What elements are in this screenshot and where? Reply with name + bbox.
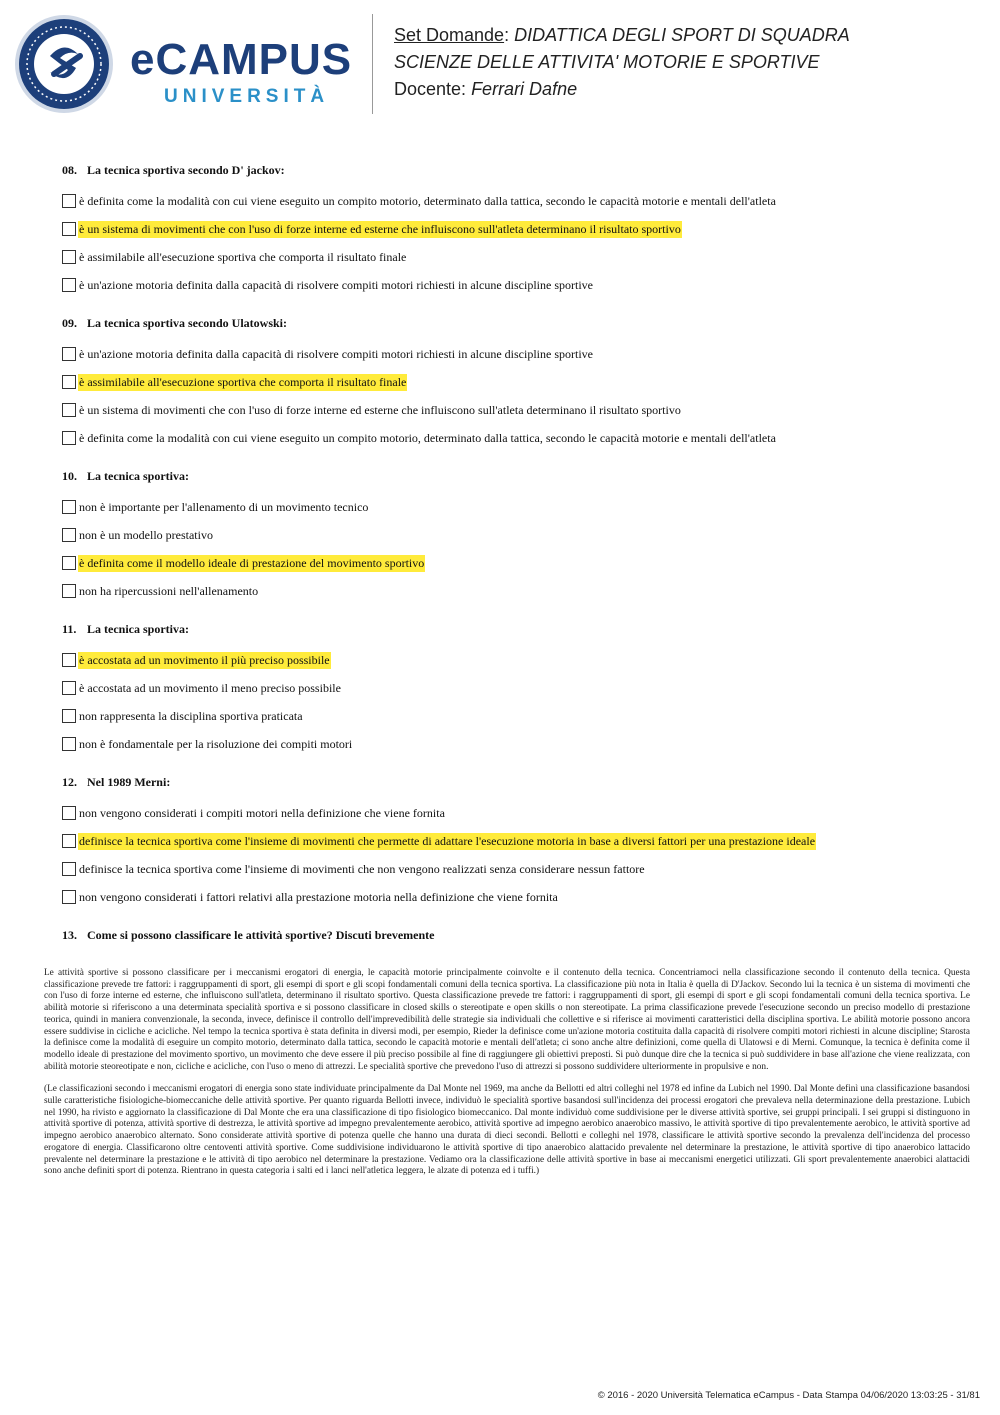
answer-paragraph: (Le classificazioni secondo i meccanismi erogatori di energia sono state individuate principalmente da Dal Monte nel 1969, ma anche da Bellotti ed altri colleghi nel 1978 ed infine da Lubich nel 1990. Dal Monte definì una classificazione basandosi sulle caratteristiche fisiologiche-biomeccaniche delle attività sportive. Per quanto riguarda Bellotti invece, individuò le specialità sportive basandosi sull'incidenza dei processi erogatori che prevaleva nella determinazione della prestazione. Lubich nel 1990, ha rivisto e aggiornato la classificazione di Dal Monte che era una classificazione di tipo fisiologico biomeccanico. Dal monte individuò come suddivisione per le diverse attività sportive, sei gruppi principali. I sei gruppi si distinguono in attività sportive di potenza, attività sportive di destrezza, le attività sportive ad impegno prevalentemente aerobico, attività sportive ad impegno aerobico anaerobico massivo, le attività sportive di tipo prevalentemente aerobico, le attività sportive ad impegno aerobico anaerobico alternato. Sono considerate attività sportive di potenza quelle che hanno una durata di dieci secondi. Bellotti e colleghi nel 1978, classificare le attività sportive secondo la prevalenza dell'incidenza del processo erogatore di energia. Classificarono oltre centoventi attività sportive. Come suddivisione individuarono le attività sportive di tipo anaerobico alattacido prevalente nel determinare la prestazione, le attività sportive di tipo anaerobico lattacido prevalente nel determinare la prestazione e le attività di tipo aerobico nel determinare la prestazione. Vediamo ora la classificazione delle attività sportive in base ai meccanismi energetici utilizzati. Gli sport prevalentemente anaerobici alattacidi sono anche definiti sport di potenza. Rientrano in questa categoria i salti ed i lanci nell'atletica leggera, le alzate di potenza ed i tuffi.) — [44, 1084, 970, 1177]
option-text: non vengono considerati i compiti motori nella definizione che viene fornita — [79, 805, 445, 820]
question-title — [62, 619, 962, 639]
ecampus-logo-emblem-icon — [14, 14, 114, 114]
option-checkbox[interactable] — [62, 862, 76, 876]
question-text: Come si possono classificare le attività sportive? Discuti brevemente — [87, 928, 435, 942]
question-title — [62, 160, 962, 180]
question-number: 13. — [62, 928, 77, 942]
question-text: La tecnica sportiva: — [87, 622, 189, 636]
option-checkbox[interactable] — [62, 347, 76, 361]
header-divider — [372, 14, 373, 114]
answer-option[interactable] — [62, 340, 962, 368]
option-text-highlighted: definisce la tecnica sportiva come l'insieme di movimenti che permette di adattare l'esecuzione motoria in base a diversi fattori per una prestazione ideale — [79, 833, 816, 848]
question-number: 09. — [62, 316, 77, 330]
option-text: è accostata ad un movimento il meno preciso possibile — [79, 680, 341, 695]
option-checkbox[interactable] — [62, 737, 76, 751]
header-info — [394, 22, 994, 103]
question-title — [62, 772, 962, 792]
question-text: Nel 1989 Merni: — [87, 775, 171, 789]
answer-option[interactable] — [62, 187, 962, 215]
option-checkbox[interactable] — [62, 709, 76, 723]
option-text: non è importante per l'allenamento di un movimento tecnico — [79, 499, 369, 514]
answer-option[interactable] — [62, 271, 962, 299]
answer-option[interactable] — [62, 243, 962, 271]
course-name: SCIENZE DELLE ATTIVITA' MOTORIE E SPORTIVE — [394, 52, 820, 72]
option-text-highlighted: è definita come il modello ideale di prestazione del movimento sportivo — [79, 555, 425, 570]
question-text: La tecnica sportiva secondo Ulatowski: — [87, 316, 287, 330]
question-block — [62, 160, 962, 313]
answer-option[interactable] — [62, 674, 962, 702]
option-checkbox[interactable] — [62, 681, 76, 695]
option-text: non ha ripercussioni nell'allenamento — [79, 583, 259, 598]
option-checkbox[interactable] — [62, 834, 76, 848]
set-line: Set Domande: DIDATTICA DEGLI SPORT DI SQUADRA — [394, 25, 850, 45]
option-text: è definita come la modalità con cui viene eseguito un compito motorio, determinato dalla tattica, secondo le capacità motorie e mentali dell'atleta — [79, 193, 776, 208]
answer-option[interactable] — [62, 646, 962, 674]
option-text-highlighted: è assimilabile all'esecuzione sportiva che comporta il risultato finale — [79, 374, 407, 389]
option-text: è un sistema di movimenti che con l'uso di forze interne ed esterne che influiscono sull'atleta determinano il risultato sportivo — [79, 402, 681, 417]
answer-option[interactable] — [62, 215, 962, 243]
question-gap — [62, 911, 962, 925]
question-block — [62, 619, 962, 772]
answer-paragraph: Le attività sportive si possono classificare per i meccanismi erogatori di energia, le capacità motorie principalmente coinvolte e il contenuto della tecnica. Concentriamoci nella classificazione secondo il contenuto della tecnica. Questa classificazione prevede tre fattori: i raggruppamenti di sport, gli esempi di sport e gli scopi fondamentali comuni della tecnica sportiva. La classificazione più nota in Italia è quella di D'Jackov. Secondo lui la tecnica è un sistema di movimenti che con l'uso di forze interne ed esterne, che influiscono sull'atleta, determinano il risultato sportivo. Questa classificazione prevede tre fattori: i raggruppamenti di sport, gli esempi di sport e gli scopi fondamentali comuni della tecnica sportiva. Le abilità motorie si riferiscono a una determinata specialità sportiva e si possono classificare in closed skills o stereotipate e open skills o non stereotipate. La prima classificazione prevede l'esecuzione secondo un preciso modello di prestazione teorica, quindi in maniera convenzionale, la seconda, invece, definisce il controllo dell'imprevedibilità delle strategie sia individuali che collettive e si riferisce ai movimenti caratteristici della disciplina sportiva. Le abilità motorie possono ancora essere suddivise in cicliche e acicliche. Nel tempo la tecnica sportiva è stata definita in diversi modi, per esempio, Rieder la definisce come un'azione motoria costituita dalla capacità di risolvere compiti motori richiesti in alcune discipline; Starosta la definisce come la modalità di eseguire un compito motorio, determinato dalla tattica, secondo le capacità motorie e mentali dell'atleta; ci sono anche altre definizioni, come quella di Ulatowsi e di Merni. Comunque, la tecnica è definita come il modello ideale di prestazione del movimento sportivo, un movimento che deve essere il più preciso possibile al fine di raggiungere gli obiettivi preposti. Si può dunque dire che la tecnica si può suddividere in base all'azione che viene realizzata, con abilità motorie steoreotipate e non, cicliche e acicliche, con l'uso o meno di attrezzi. Le specialità sportive che prevedono l'uso di attrezzi si possono suddividere ulteriormente in propulsive e non. — [44, 968, 970, 1072]
answer-option[interactable] — [62, 549, 962, 577]
option-checkbox[interactable] — [62, 584, 76, 598]
answer-option[interactable] — [62, 424, 962, 452]
answer-option[interactable] — [62, 577, 962, 605]
answer-option[interactable] — [62, 493, 962, 521]
option-text-highlighted: è accostata ad un movimento il più preciso possibile — [79, 652, 330, 667]
question-title — [62, 925, 962, 945]
answer-option[interactable] — [62, 855, 962, 883]
option-checkbox[interactable] — [62, 500, 76, 514]
option-text: non rappresenta la disciplina sportiva praticata — [79, 708, 303, 723]
option-checkbox[interactable] — [62, 403, 76, 417]
answer-option[interactable] — [62, 730, 962, 758]
option-checkbox[interactable] — [62, 556, 76, 570]
set-label: Set Domande — [394, 25, 505, 45]
option-text: definisce la tecnica sportiva come l'insieme di movimenti che non vengono realizzati senza considerare nessun fattore — [79, 861, 645, 876]
option-checkbox[interactable] — [62, 375, 76, 389]
course-line — [394, 49, 994, 76]
page-footer: © 2016 - 2020 Università Telematica eCampus - Data Stampa 04/06/2020 13:03:25 - 31/81 — [597, 1390, 980, 1401]
question-number: 11. — [62, 622, 77, 636]
option-checkbox[interactable] — [62, 890, 76, 904]
docente-label: Docente: — [394, 79, 467, 99]
option-text: non vengono considerati i fattori relativi alla prestazione motoria nella definizione che viene fornita — [79, 889, 558, 904]
option-checkbox[interactable] — [62, 194, 76, 208]
question-number: 08. — [62, 163, 77, 177]
answer-option[interactable] — [62, 368, 962, 396]
option-checkbox[interactable] — [62, 528, 76, 542]
option-checkbox[interactable] — [62, 653, 76, 667]
option-checkbox[interactable] — [62, 222, 76, 236]
logo-subtitle: UNIVERSITÀ — [164, 86, 330, 107]
question-gap — [62, 758, 962, 772]
question-block — [62, 925, 962, 945]
answer-option[interactable] — [62, 799, 962, 827]
answer-option[interactable] — [62, 702, 962, 730]
answer-text — [44, 968, 970, 1189]
question-number: 12. — [62, 775, 77, 789]
option-text: non è fondamentale per la risoluzione dei compiti motori — [79, 736, 353, 751]
option-checkbox[interactable] — [62, 806, 76, 820]
question-gap — [62, 605, 962, 619]
option-checkbox[interactable] — [62, 278, 76, 292]
question-title — [62, 313, 962, 333]
question-block — [62, 772, 962, 925]
answer-option[interactable] — [62, 883, 962, 911]
question-number: 10. — [62, 469, 77, 483]
answer-option[interactable] — [62, 521, 962, 549]
option-text: è un'azione motoria definita dalla capacità di risolvere compiti motori richiesti in alcune discipline sportive — [79, 277, 593, 292]
question-gap — [62, 452, 962, 466]
option-checkbox[interactable] — [62, 431, 76, 445]
logo-wordmark: eCAMPUS — [130, 35, 353, 84]
option-text-highlighted: è un sistema di movimenti che con l'uso di forze interne ed esterne che influiscono sull'atleta determinano il risultato sportivo — [79, 221, 681, 236]
docente-line — [394, 76, 994, 103]
question-text: La tecnica sportiva: — [87, 469, 189, 483]
option-text: non è un modello prestativo — [79, 527, 213, 542]
answer-option[interactable] — [62, 827, 962, 855]
question-title — [62, 466, 962, 486]
question-block — [62, 313, 962, 466]
question-text: La tecnica sportiva secondo D' jackov: — [87, 163, 285, 177]
docente-name: Ferrari Dafne — [471, 79, 578, 99]
option-text: è definita come la modalità con cui viene eseguito un compito motorio, determinato dalla tattica, secondo le capacità motorie e mentali dell'atleta — [79, 430, 776, 445]
option-text: è assimilabile all'esecuzione sportiva che comporta il risultato finale — [79, 249, 407, 264]
option-text: è un'azione motoria definita dalla capacità di risolvere compiti motori richiesti in alcune discipline sportive — [79, 346, 593, 361]
answer-option[interactable] — [62, 396, 962, 424]
question-block — [62, 466, 962, 619]
set-title: DIDATTICA DEGLI SPORT DI SQUADRA — [514, 25, 850, 45]
option-checkbox[interactable] — [62, 250, 76, 264]
question-gap — [62, 299, 962, 313]
question-list — [62, 160, 962, 952]
